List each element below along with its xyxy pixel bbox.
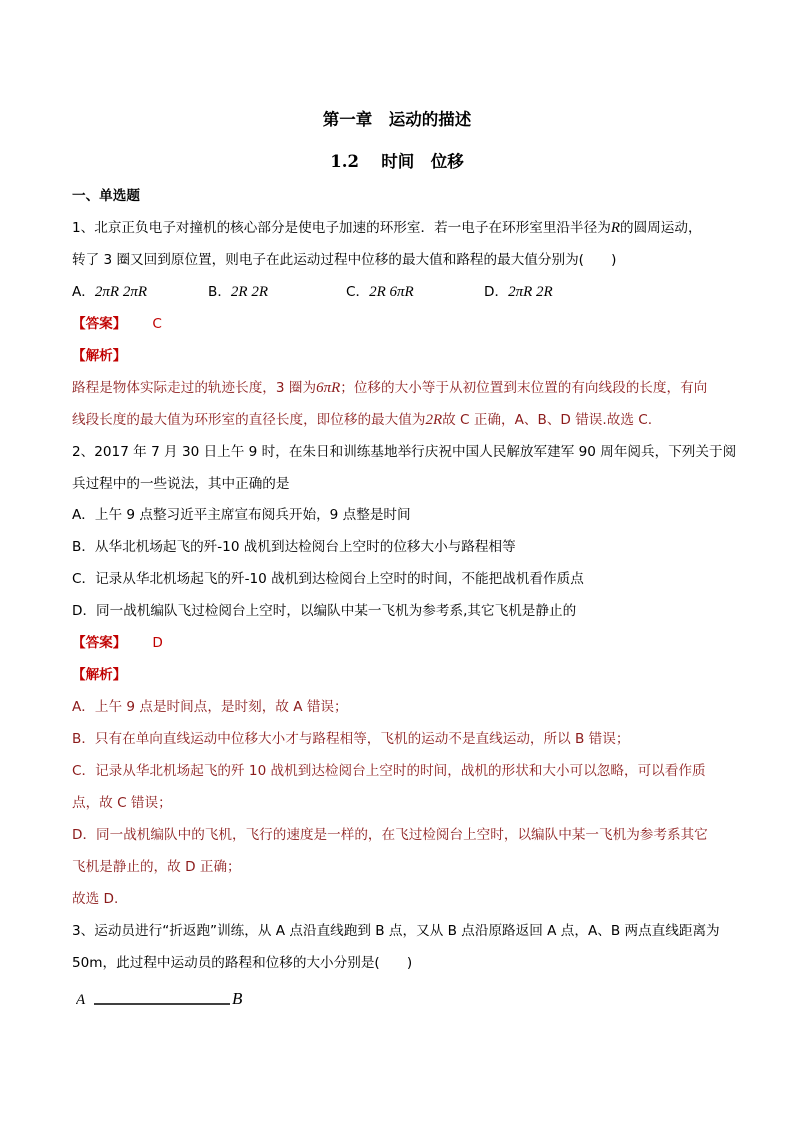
point-a-label: A [76, 992, 86, 1008]
q1-option-d-text: 2πR 2R [508, 284, 553, 300]
q2-explanation-d2: 飞机是静止的，故 D 正确； [72, 859, 241, 875]
q2-conclusion: 故选 D. [72, 891, 119, 907]
q1-answer [72, 314, 162, 334]
q1-option-d-letter: D． [484, 284, 509, 300]
chapter-title: 第一章 运动的描述 [322, 110, 472, 129]
q1-exp2-formula: 2R [425, 412, 443, 428]
answer-tag: 【答案】 [72, 316, 127, 332]
q2-explanation-b: B．只有在单向直线运动中位移大小才与路程相等，飞机的运动不是直线运动，所以 B 错误； [72, 731, 630, 747]
q2-option-d: D．同一战机编队飞过检阅台上空时，以编队中某一飞机为参考系,其它飞机是静止的 [72, 603, 577, 619]
q2-option-c: C．记录从华北机场起飞的歼-10 战机到达检阅台上空时的时间，不能把战机看作质点 [72, 571, 584, 587]
q1-option-c-letter: C． [346, 284, 370, 300]
point-b-label: B [232, 989, 243, 1008]
q1-option-d [484, 282, 553, 302]
q1-explanation-line1 [72, 378, 707, 398]
q3-stem-line2: 50m，此过程中运动员的路程和位移的大小分别是( ) [72, 955, 413, 971]
q2-answer-value: D [152, 635, 163, 651]
q1-radius-symbol: R [610, 220, 620, 236]
q2-option-b: B．从华北机场起飞的歼-10 战机到达检阅台上空时的位移大小与路程相等 [72, 539, 516, 555]
q1-exp2-text: 线段长度的最大值为环形室的直径长度，即位移的最大值为 [72, 412, 426, 428]
q1-exp1-text-end: ；位移的大小等于从初位置到末位置的有向线段的长度，有向 [340, 380, 708, 396]
q2-stem-line2: 兵过程中的一些说法，其中正确的是 [72, 476, 290, 492]
segment-ab-diagram [76, 986, 266, 1012]
q2-explanation-a: A．上午 9 点是时间点，是时刻，故 A 错误； [72, 699, 348, 715]
q2-explanation-c1: C．记录从华北机场起飞的歼 10 战机到达检阅台上空时的时间，战机的形状和大小可以忽略，可以看作质 [72, 763, 706, 779]
q1-option-b-text: 2R 2R [230, 284, 268, 300]
q1-option-a-letter: A． [72, 284, 95, 300]
answer-tag: 【答案】 [72, 635, 127, 651]
q1-exp1-formula: 6πR [316, 380, 341, 396]
section-title: 1.2 时间 位移 [330, 152, 464, 171]
section-heading: 一、单选题 [72, 188, 140, 204]
q1-stem-line2: 转了 3 圈又回到原位置，则电子在此运动过程中位移的最大值和路程的最大值分别为( ) [72, 252, 617, 268]
q1-exp2-text-end: 故 C 正确，A、B、D 错误.故选 C. [442, 412, 653, 428]
q2-option-a: A．上午 9 点整习近平主席宣布阅兵开始，9 点整是时间 [72, 507, 411, 523]
q1-option-b-letter: B． [208, 284, 231, 300]
q1-option-c-text: 2R 6πR [369, 284, 414, 300]
q1-exp1-text: 路程是物体实际走过的轨迹长度，3 圈为 [72, 380, 317, 396]
q1-option-c [346, 282, 414, 302]
q1-analysis-tag: 【解析】 [72, 348, 127, 364]
q2-analysis-tag: 【解析】 [72, 667, 127, 683]
q1-stem-end: 的圆周运动， [619, 220, 702, 236]
q1-stem-text: 1、北京正负电子对撞机的核心部分是使电子加速的环形室．若一电子在环形室里沿半径为 [72, 220, 611, 236]
q3-stem-line1: 3、运动员进行“折返跑”训练，从 A 点沿直线跑到 B 点，又从 B 点沿原路返回 A 点，A、B 两点直线距离为 [72, 923, 720, 939]
q1-option-a [72, 282, 147, 302]
q2-answer [72, 633, 163, 653]
q2-explanation-d1: D．同一战机编队中的飞机，飞行的速度是一样的，在飞过检阅台上空时，以编队中某一飞机为参考系其它 [72, 827, 708, 843]
q1-option-a-text: 2πR 2πR [94, 284, 148, 300]
q1-answer-value: C [152, 316, 162, 332]
q1-stem-line1 [72, 218, 702, 238]
q3-figure-segment-ab [76, 986, 266, 1012]
q1-explanation-line2 [72, 410, 652, 430]
q1-option-b [208, 282, 268, 302]
q2-stem-line1: 2、2017 年 7 月 30 日上午 9 时，在朱日和训练基地举行庆祝中国人民解放军建军 90 周年阅兵，下列关于阅 [72, 444, 737, 460]
q2-explanation-c2: 点，故 C 错误； [72, 795, 172, 811]
